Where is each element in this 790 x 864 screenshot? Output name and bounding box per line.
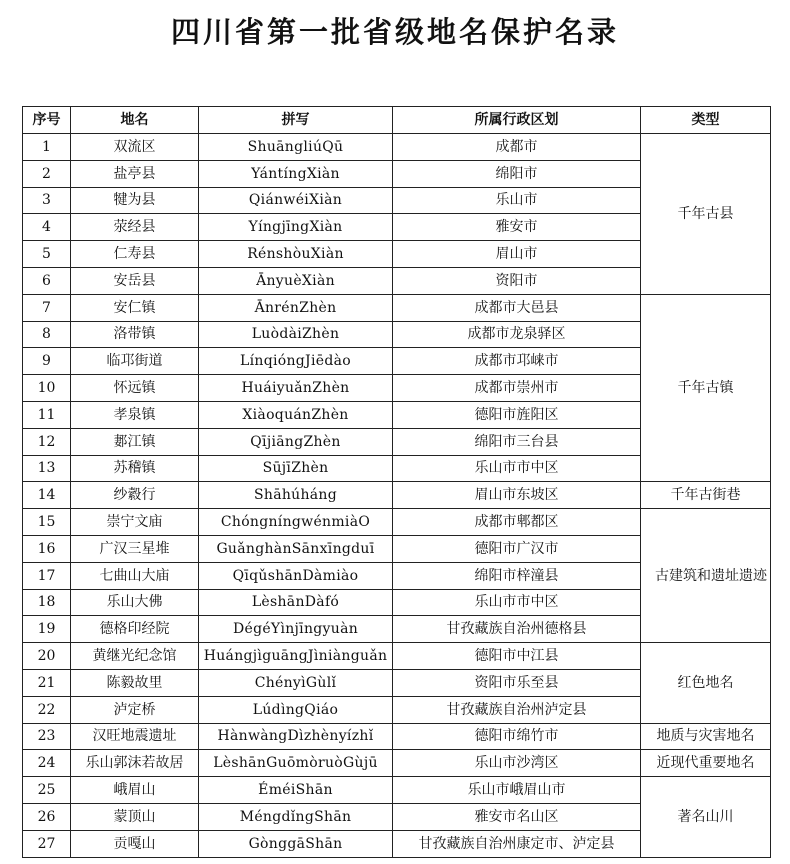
table-header-row: [23, 107, 771, 134]
row-name: 陈毅故里: [71, 669, 199, 696]
row-pinyin: YántíngXiàn: [199, 160, 393, 187]
row-pinyin: GònggāShān: [199, 830, 393, 857]
row-no: 5: [23, 241, 71, 268]
header-no: 序号: [23, 107, 71, 134]
row-name: 乐山郭沫若故居: [71, 750, 199, 777]
type-cell: 千年古街巷: [641, 482, 771, 509]
row-name: 孝泉镇: [71, 401, 199, 428]
row-no: 22: [23, 696, 71, 723]
row-name: 苏稽镇: [71, 455, 199, 482]
row-region: 绵阳市: [393, 160, 641, 187]
row-no: 3: [23, 187, 71, 214]
row-region: 绵阳市梓潼县: [393, 562, 641, 589]
row-no: 20: [23, 643, 71, 670]
row-name: 贡嘎山: [71, 830, 199, 857]
row-name: 德格印经院: [71, 616, 199, 643]
row-no: 9: [23, 348, 71, 375]
type-cell: 红色地名: [641, 643, 771, 723]
row-pinyin: LúdìngQiáo: [199, 696, 393, 723]
row-region: 资阳市乐至县: [393, 669, 641, 696]
row-pinyin: HuángjìguāngJìniànguǎn: [199, 643, 393, 670]
row-pinyin: HànwàngDìzhènyízhǐ: [199, 723, 393, 750]
row-no: 21: [23, 669, 71, 696]
row-region: 成都市郫都区: [393, 509, 641, 536]
row-region: 雅安市名山区: [393, 803, 641, 830]
table-row: [23, 777, 771, 804]
table-row: [23, 643, 771, 670]
row-no: 10: [23, 375, 71, 402]
row-no: 26: [23, 803, 71, 830]
type-cell: 千年古镇: [641, 294, 771, 482]
header-name: 地名: [71, 107, 199, 134]
row-no: 18: [23, 589, 71, 616]
row-region: 乐山市市中区: [393, 589, 641, 616]
row-region: 眉山市东坡区: [393, 482, 641, 509]
type-cell: 著名山川: [641, 777, 771, 857]
row-name: 泸定桥: [71, 696, 199, 723]
row-no: 2: [23, 160, 71, 187]
row-name: 黄继光纪念馆: [71, 643, 199, 670]
row-region: 甘孜藏族自治州康定市、泸定县: [393, 830, 641, 857]
row-pinyin: ShuāngliúQū: [199, 134, 393, 161]
row-region: 眉山市: [393, 241, 641, 268]
row-name: 荥经县: [71, 214, 199, 241]
row-pinyin: ChényìGùlǐ: [199, 669, 393, 696]
row-no: 12: [23, 428, 71, 455]
row-name: 盐亭县: [71, 160, 199, 187]
row-pinyin: ĀnyuèXiàn: [199, 267, 393, 294]
row-name: 郪江镇: [71, 428, 199, 455]
table-row: [23, 294, 771, 321]
row-pinyin: RénshòuXiàn: [199, 241, 393, 268]
row-pinyin: ChóngníngwénmiàO: [199, 509, 393, 536]
row-region: 德阳市广汉市: [393, 535, 641, 562]
row-name: 崇宁文庙: [71, 509, 199, 536]
row-pinyin: ÉméiShān: [199, 777, 393, 804]
row-region: 成都市: [393, 134, 641, 161]
row-pinyin: QiánwéiXiàn: [199, 187, 393, 214]
row-name: 洛带镇: [71, 321, 199, 348]
row-no: 24: [23, 750, 71, 777]
row-no: 8: [23, 321, 71, 348]
row-name: 安仁镇: [71, 294, 199, 321]
row-region: 乐山市: [393, 187, 641, 214]
row-name: 纱縠行: [71, 482, 199, 509]
row-no: 11: [23, 401, 71, 428]
table-row: [23, 482, 771, 509]
row-region: 乐山市沙湾区: [393, 750, 641, 777]
row-region: 乐山市峨眉山市: [393, 777, 641, 804]
row-pinyin: YíngjīngXiàn: [199, 214, 393, 241]
row-name: 蒙顶山: [71, 803, 199, 830]
row-pinyin: QījiāngZhèn: [199, 428, 393, 455]
row-pinyin: LuòdàiZhèn: [199, 321, 393, 348]
row-no: 17: [23, 562, 71, 589]
type-cell: 千年古县: [641, 134, 771, 295]
row-pinyin: XiàoquánZhèn: [199, 401, 393, 428]
header-region: 所属行政区划: [393, 107, 641, 134]
table-row: [23, 750, 771, 777]
row-name: 怀远镇: [71, 375, 199, 402]
table-row: [23, 509, 771, 536]
row-pinyin: ĀnrénZhèn: [199, 294, 393, 321]
table-row: [23, 723, 771, 750]
row-pinyin: Shāhúháng: [199, 482, 393, 509]
row-name: 双流区: [71, 134, 199, 161]
row-name: 仁寿县: [71, 241, 199, 268]
row-region: 乐山市市中区: [393, 455, 641, 482]
table-row: [23, 134, 771, 161]
row-pinyin: LínqióngJiēdào: [199, 348, 393, 375]
row-region: 成都市崇州市: [393, 375, 641, 402]
row-name: 犍为县: [71, 187, 199, 214]
row-name: 峨眉山: [71, 777, 199, 804]
row-name: 临邛街道: [71, 348, 199, 375]
row-no: 15: [23, 509, 71, 536]
row-no: 7: [23, 294, 71, 321]
row-no: 1: [23, 134, 71, 161]
row-pinyin: MéngdǐngShān: [199, 803, 393, 830]
row-pinyin: QīqǔshānDàmiào: [199, 562, 393, 589]
row-region: 德阳市绵竹市: [393, 723, 641, 750]
type-cell: 地质与灾害地名: [641, 723, 771, 750]
row-no: 19: [23, 616, 71, 643]
row-no: 25: [23, 777, 71, 804]
row-region: 绵阳市三台县: [393, 428, 641, 455]
row-region: 雅安市: [393, 214, 641, 241]
type-cell: 近现代重要地名: [641, 750, 771, 777]
row-pinyin: SūjīZhèn: [199, 455, 393, 482]
header-pinyin: 拼写: [199, 107, 393, 134]
row-pinyin: HuáiyuǎnZhèn: [199, 375, 393, 402]
page-title: 四川省第一批省级地名保护名录: [170, 15, 619, 49]
row-no: 27: [23, 830, 71, 857]
header-type: 类型: [641, 107, 771, 134]
row-name: 七曲山大庙: [71, 562, 199, 589]
row-region: 甘孜藏族自治州泸定县: [393, 696, 641, 723]
row-no: 14: [23, 482, 71, 509]
row-no: 13: [23, 455, 71, 482]
row-region: 成都市龙泉驿区: [393, 321, 641, 348]
row-region: 德阳市中江县: [393, 643, 641, 670]
row-pinyin: LèshānGuōmòruòGùjū: [199, 750, 393, 777]
row-pinyin: GuǎnghànSānxīngduī: [199, 535, 393, 562]
row-no: 23: [23, 723, 71, 750]
row-no: 4: [23, 214, 71, 241]
row-region: 成都市邛崃市: [393, 348, 641, 375]
row-no: 6: [23, 267, 71, 294]
row-pinyin: DégéYìnjīngyuàn: [199, 616, 393, 643]
row-region: 德阳市旌阳区: [393, 401, 641, 428]
row-name: 乐山大佛: [71, 589, 199, 616]
row-name: 广汉三星堆: [71, 535, 199, 562]
row-name: 安岳县: [71, 267, 199, 294]
place-name-table: [22, 106, 771, 858]
row-region: 资阳市: [393, 267, 641, 294]
row-no: 16: [23, 535, 71, 562]
row-region: 甘孜藏族自治州德格县: [393, 616, 641, 643]
row-name: 汉旺地震遗址: [71, 723, 199, 750]
row-pinyin: LèshānDàfó: [199, 589, 393, 616]
row-region: 成都市大邑县: [393, 294, 641, 321]
type-cell: 古建筑和遗址遗迹: [641, 509, 771, 643]
